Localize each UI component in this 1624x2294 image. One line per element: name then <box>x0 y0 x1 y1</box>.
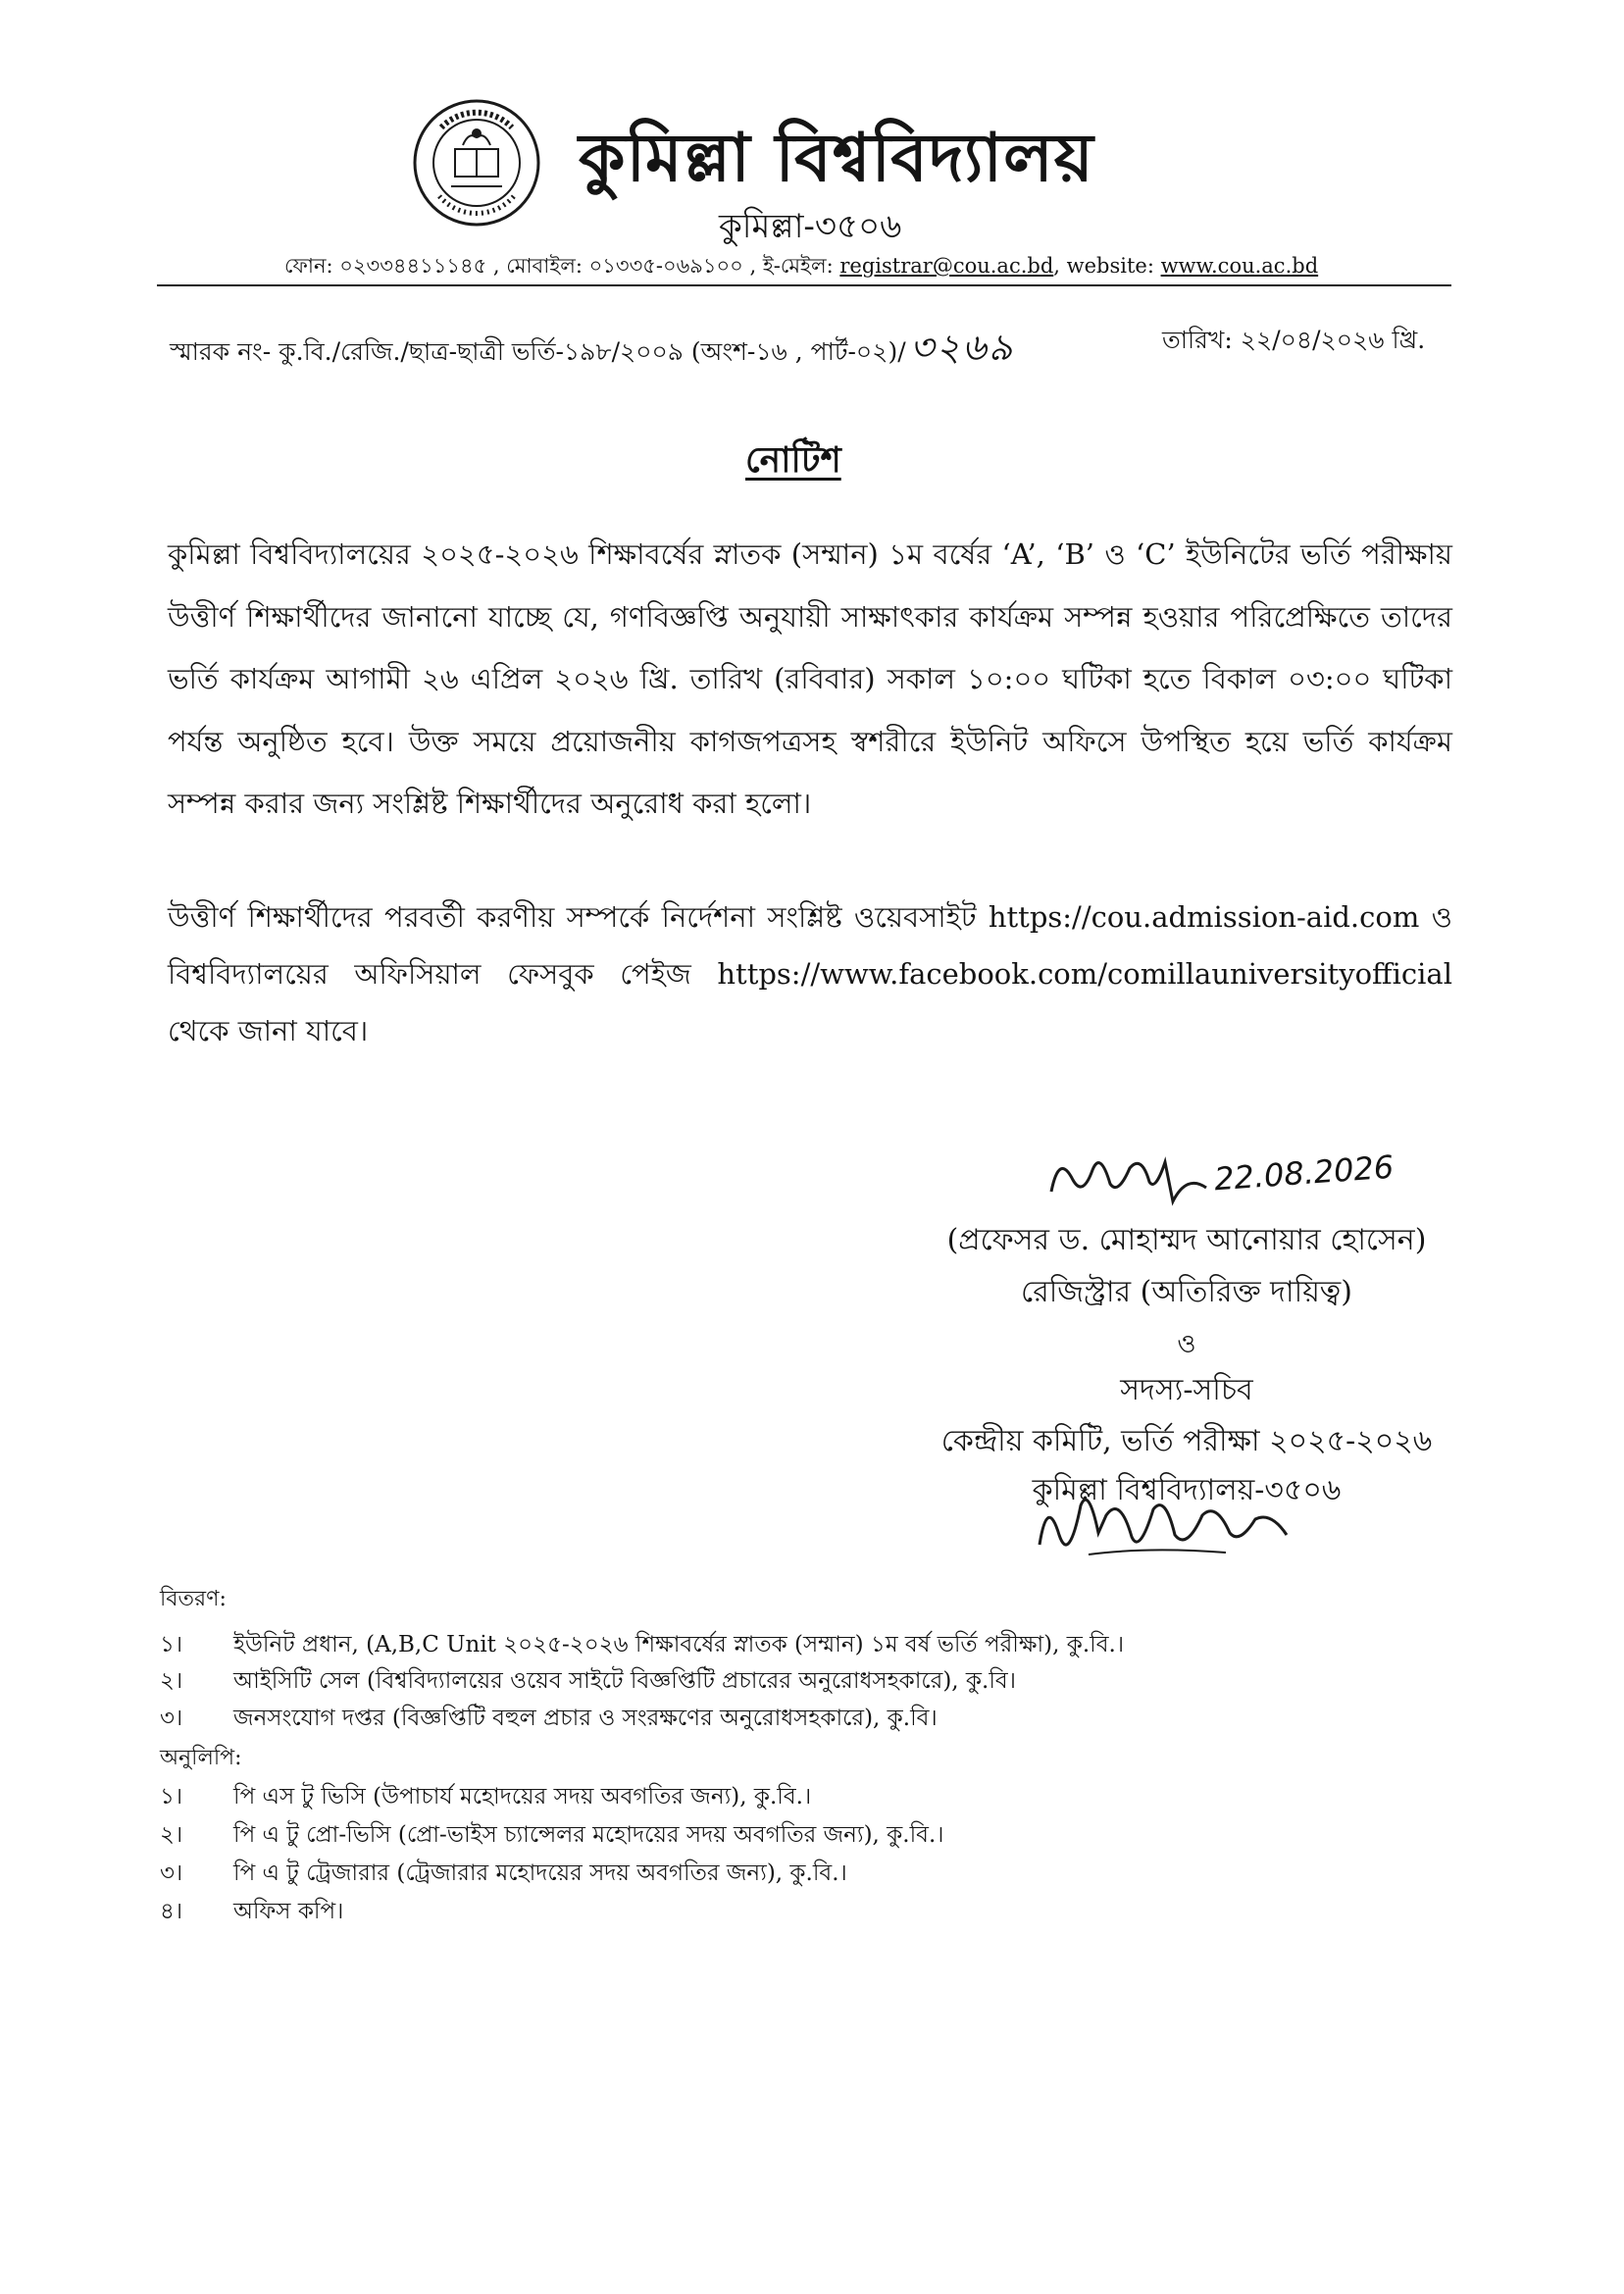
signature-handwritten-date: 22.08.2026 <box>1212 1147 1396 1198</box>
list-text: অফিস কপি। <box>233 1899 344 1924</box>
copy-item <box>160 1778 811 1816</box>
distribution-item <box>160 1662 1016 1701</box>
email-link[interactable]: registrar@cou.ac.bd <box>839 254 1054 278</box>
signatory-name: (প্রফেসর ড. মোহাম্মদ আনোয়ার হোসেন) <box>946 1223 1427 1257</box>
list-number: ২। <box>160 1668 183 1694</box>
list-text: পি এ টু প্রো-ভিসি (প্রো-ভাইস চ্যান্সেলর মহোদয়ের সদয় অবগতির জন্য), কু.বি.। <box>233 1822 944 1848</box>
signatory-role: রেজিস্ট্রার (অতিরিক্ত দায়িত্ব) <box>1021 1275 1352 1309</box>
list-number: ১। <box>160 1632 183 1657</box>
list-text: পি এ টু ট্রেজারার (ট্রেজারার মহোদয়ের সদয় অবগতির জন্য), কু.বি.। <box>233 1861 847 1886</box>
signatory-member-title: সদস্য-সচিব <box>1120 1373 1253 1407</box>
copy-item <box>160 1893 343 1931</box>
signatory-university: কুমিল্লা বিশ্ববিদ্যালয়-৩৫০৬ <box>1032 1473 1342 1507</box>
university-city: কুমিল্লা-৩৫০৬ <box>719 207 902 246</box>
notice-title: নোটিশ <box>745 439 841 481</box>
contact-phones: ফোন: ০২৩৩৪৪১১১৪৫ , মোবাইল: ০১৩৩৫-০৬৯১০০ , ই-মেইল: <box>284 254 840 278</box>
list-text: পি এস টু ভিসি (উপাচার্য মহোদয়ের সদয় অবগতির জন্য), কু.বি.। <box>233 1784 812 1810</box>
signatory-conjunction: ও <box>1177 1330 1196 1359</box>
list-number: ১। <box>160 1784 183 1810</box>
list-number: ৪। <box>160 1899 183 1924</box>
copies-heading: অনুলিপি: <box>160 1746 242 1770</box>
copy-item <box>160 1816 944 1855</box>
list-number: ৩। <box>160 1861 183 1886</box>
header-divider <box>157 284 1451 286</box>
memo-reference-handwritten-number: ৩২৬৯ <box>909 326 1015 369</box>
list-number: ৩। <box>160 1706 183 1731</box>
notice-paragraph-2: উত্তীর্ণ শিক্ষার্থীদের পরবর্তী করণীয় সম্পর্কে নির্দেশনা সংশ্লিষ্ট ওয়েবসাইট https://cou.admission-aid.com ও বিশ্ববিদ্যালয়ের অফিসিয়াল ফেসবুক পেইজ https://www.facebook.com/comillauniversityofficial থেকে জানা যাবে। <box>168 900 1452 1047</box>
notice-paragraph-1: কুমিল্লা বিশ্ববিদ্যালয়ের ২০২৫-২০২৬ শিক্ষাবর্ষের স্নাতক (সম্মান) ১ম বর্ষের ‘A’, ‘B’ ও ‘C’ ইউনিটের ভর্তি পরীক্ষায় উত্তীর্ণ শিক্ষার্থীদের জানানো যাচ্ছে যে, গণবিজ্ঞপ্তি অনুযায়ী সাক্ষাৎকার কার্যক্রম সম্পন্ন হওয়ার পরিপ্রেক্ষিতে তাদের ভর্তি কার্যক্রম আগামী ২৬ এপ্রিল ২০২৬ খ্রি. তারিখ (রবিবার) সকাল ১০:০০ ঘটিকা হতে বিকাল ০৩:০০ ঘটিকা পর্যন্ত অনুষ্ঠিত হবে। উক্ত সময়ে প্রয়োজনীয় কাগজপত্রসহ স্বশরীরে ইউনিট অফিসে উপস্থিত হয়ে ভর্তি কার্যক্রম সম্পন্ন করার জন্য সংশ্লিষ্ট শিক্ষার্থীদের অনুরোধ করা হলো। <box>168 537 1452 820</box>
memo-reference <box>170 319 1014 382</box>
distribution-item <box>160 1700 938 1738</box>
university-seal-logo <box>412 98 541 228</box>
signatory-committee: কেন্দ্রীয় কমিটি, ভর্তি পরীক্ষা ২০২৫-২০২৬ <box>940 1424 1433 1458</box>
distribution-item <box>160 1626 1124 1664</box>
initial-signature-scrawl <box>1030 1476 1324 1569</box>
list-number: ২। <box>160 1822 183 1848</box>
list-text: আইসিটি সেল (বিশ্ববিদ্যালয়ের ওয়েব সাইটে বিজ্ঞপ্তিটি প্রচারের অনুরোধসহকারে), কু.বি। <box>233 1668 1016 1694</box>
website-label: , website: <box>1053 254 1161 278</box>
distribution-heading: বিতরণ: <box>160 1587 227 1611</box>
memo-reference-text: স্মারক নং- কু.বি./রেজি./ছাত্র-ছাত্রী ভর্তি-১৯৮/২০০৯ (অংশ-১৬ , পার্ট-০২)/ <box>170 337 906 366</box>
university-name: কুমিল্লা বিশ্ববিদ্যালয় <box>579 119 1094 197</box>
contact-line <box>284 250 1318 284</box>
list-text: জনসংযোগ দপ্তর (বিজ্ঞপ্তিটি বহুল প্রচার ও সংরক্ষণের অনুরোধসহকারে), কু.বি। <box>233 1706 938 1731</box>
copy-item <box>160 1855 847 1893</box>
list-text: ইউনিট প্রধান, (A,B,C Unit ২০২৫-২০২৬ শিক্ষাবর্ষের স্নাতক (সম্মান) ১ম বর্ষ ভর্তি পরীক্ষা), কু.বি.। <box>233 1632 1125 1657</box>
website-link[interactable]: www.cou.ac.bd <box>1160 254 1319 278</box>
notice-date: তারিখ: ২২/০৪/২০২৬ খ্রি. <box>1162 326 1426 354</box>
